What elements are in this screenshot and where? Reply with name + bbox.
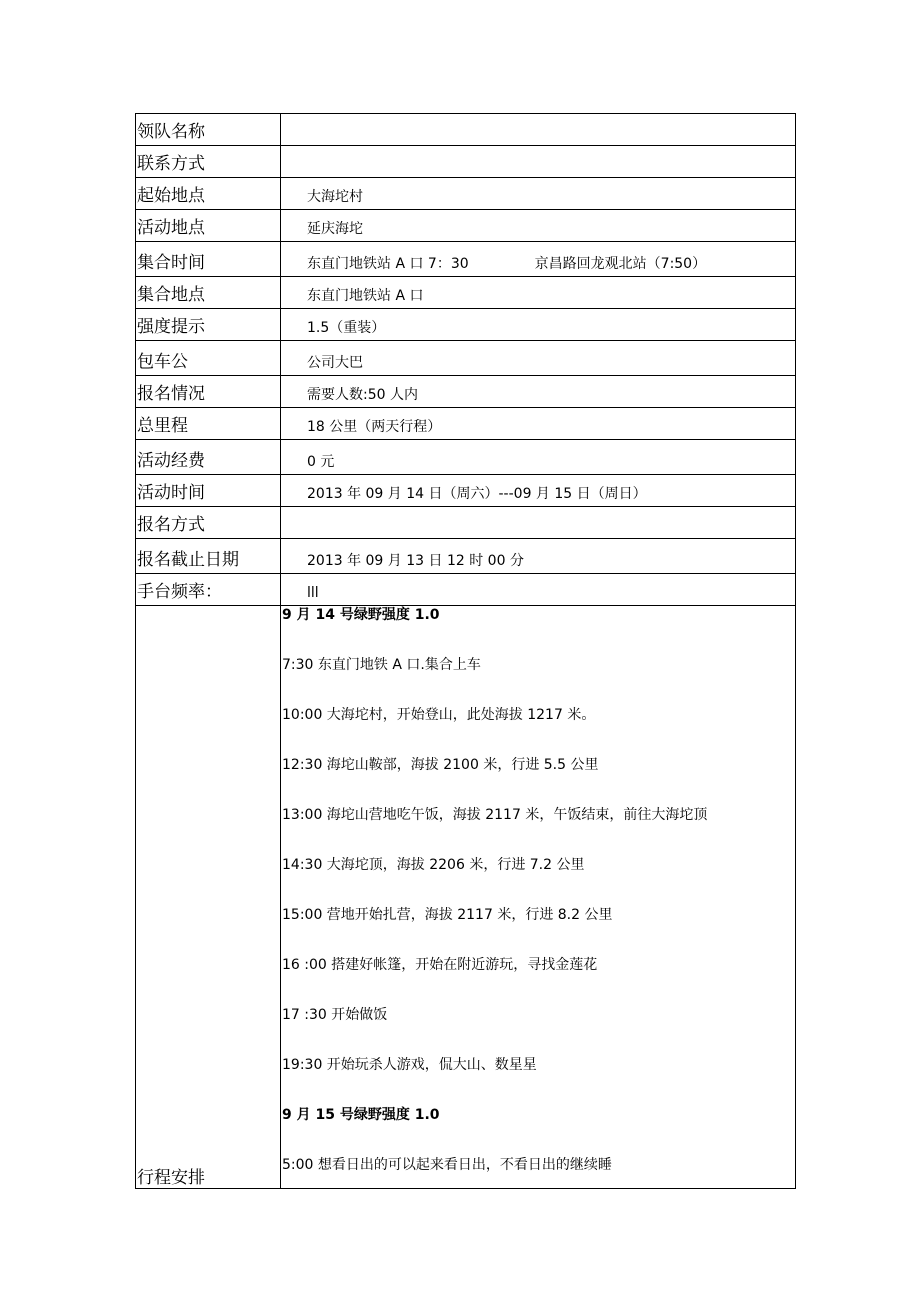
- schedule-item: 7:30 东直门地铁 A 口.集合上车: [282, 657, 481, 673]
- table-row: [136, 376, 796, 408]
- schedule-day-heading: 9 月 14 号绿野强度 1.0: [282, 607, 440, 623]
- field-value: 0 元: [281, 440, 796, 475]
- schedule-item: 14:30 大海坨顶，海拔 2206 米，行进 7.2 公里: [282, 857, 585, 873]
- table-row: [136, 408, 796, 440]
- field-value: 大海坨村: [281, 178, 796, 210]
- field-value: [281, 146, 796, 178]
- table-row: [136, 210, 796, 242]
- field-label: 总里程: [136, 408, 281, 440]
- table-row: [136, 146, 796, 178]
- schedule-item: 12:30 海坨山鞍部，海拔 2100 米，行进 5.5 公里: [282, 757, 599, 773]
- schedule-item: 10:00 大海坨村，开始登山，此处海拔 1217 米。: [282, 707, 596, 723]
- field-value: 1.5（重装）: [281, 309, 796, 341]
- schedule-day-heading: 9 月 15 号绿野强度 1.0: [282, 1107, 440, 1123]
- schedule-cell: [281, 606, 796, 1189]
- field-value: 18 公里（两天行程）: [281, 408, 796, 440]
- field-value: 延庆海坨: [281, 210, 796, 242]
- table-row: [136, 309, 796, 341]
- field-label: 集合地点: [136, 277, 281, 309]
- event-info-sheet: [135, 113, 795, 1189]
- schedule-item: 19:30 开始玩杀人游戏，侃大山、数星星: [282, 1057, 537, 1073]
- table-row: [136, 178, 796, 210]
- field-label: 活动地点: [136, 210, 281, 242]
- event-info-table: [135, 113, 796, 1189]
- table-row: [136, 277, 796, 309]
- field-label: 报名截止日期: [136, 539, 281, 574]
- field-value: 2013 年 09 月 14 日（周六）---09 月 15 日（周日）: [281, 475, 796, 507]
- field-value: [281, 507, 796, 539]
- field-value: 2013 年 09 月 13 日 12 时 00 分: [281, 539, 796, 574]
- schedule-label: 行程安排: [136, 606, 281, 1189]
- table-row: [136, 539, 796, 574]
- table-row: [136, 475, 796, 507]
- table-row: [136, 341, 796, 376]
- schedule-item: 5:00 想看日出的可以起来看日出，不看日出的继续睡: [282, 1157, 612, 1173]
- field-label: 领队名称: [136, 114, 281, 146]
- table-row: [136, 574, 796, 606]
- field-label: 包车公: [136, 341, 281, 376]
- field-label: 联系方式: [136, 146, 281, 178]
- field-label: 起始地点: [136, 178, 281, 210]
- field-value: [281, 114, 796, 146]
- field-value: 需要人数:50 人内: [281, 376, 796, 408]
- field-label: 活动时间: [136, 475, 281, 507]
- field-value: lll: [281, 574, 796, 606]
- schedule-item: 16 :00 搭建好帐篷，开始在附近游玩，寻找金莲花: [282, 957, 598, 973]
- field-label: 报名情况: [136, 376, 281, 408]
- table-row: [136, 114, 796, 146]
- field-value: 公司大巴: [281, 341, 796, 376]
- schedule-item: 17 :30 开始做饭: [282, 1007, 388, 1023]
- field-label: 集合时间: [136, 242, 281, 277]
- table-row: [136, 440, 796, 475]
- field-label: 强度提示: [136, 309, 281, 341]
- field-label: 手台频率：: [136, 574, 281, 606]
- schedule-item: 13:00 海坨山营地吃午饭，海拔 2117 米，午饭结束，前往大海坨顶: [282, 807, 708, 823]
- table-row-schedule: [136, 606, 796, 1189]
- schedule-item: 15:00 营地开始扎营，海拔 2117 米，行进 8.2 公里: [282, 907, 613, 923]
- field-value: 东直门地铁站 A 口 7：30 京昌路回龙观北站（7:50）: [281, 242, 796, 277]
- field-label: 活动经费: [136, 440, 281, 475]
- table-row: [136, 507, 796, 539]
- table-row: [136, 242, 796, 277]
- field-label: 报名方式: [136, 507, 281, 539]
- field-value: 东直门地铁站 A 口: [281, 277, 796, 309]
